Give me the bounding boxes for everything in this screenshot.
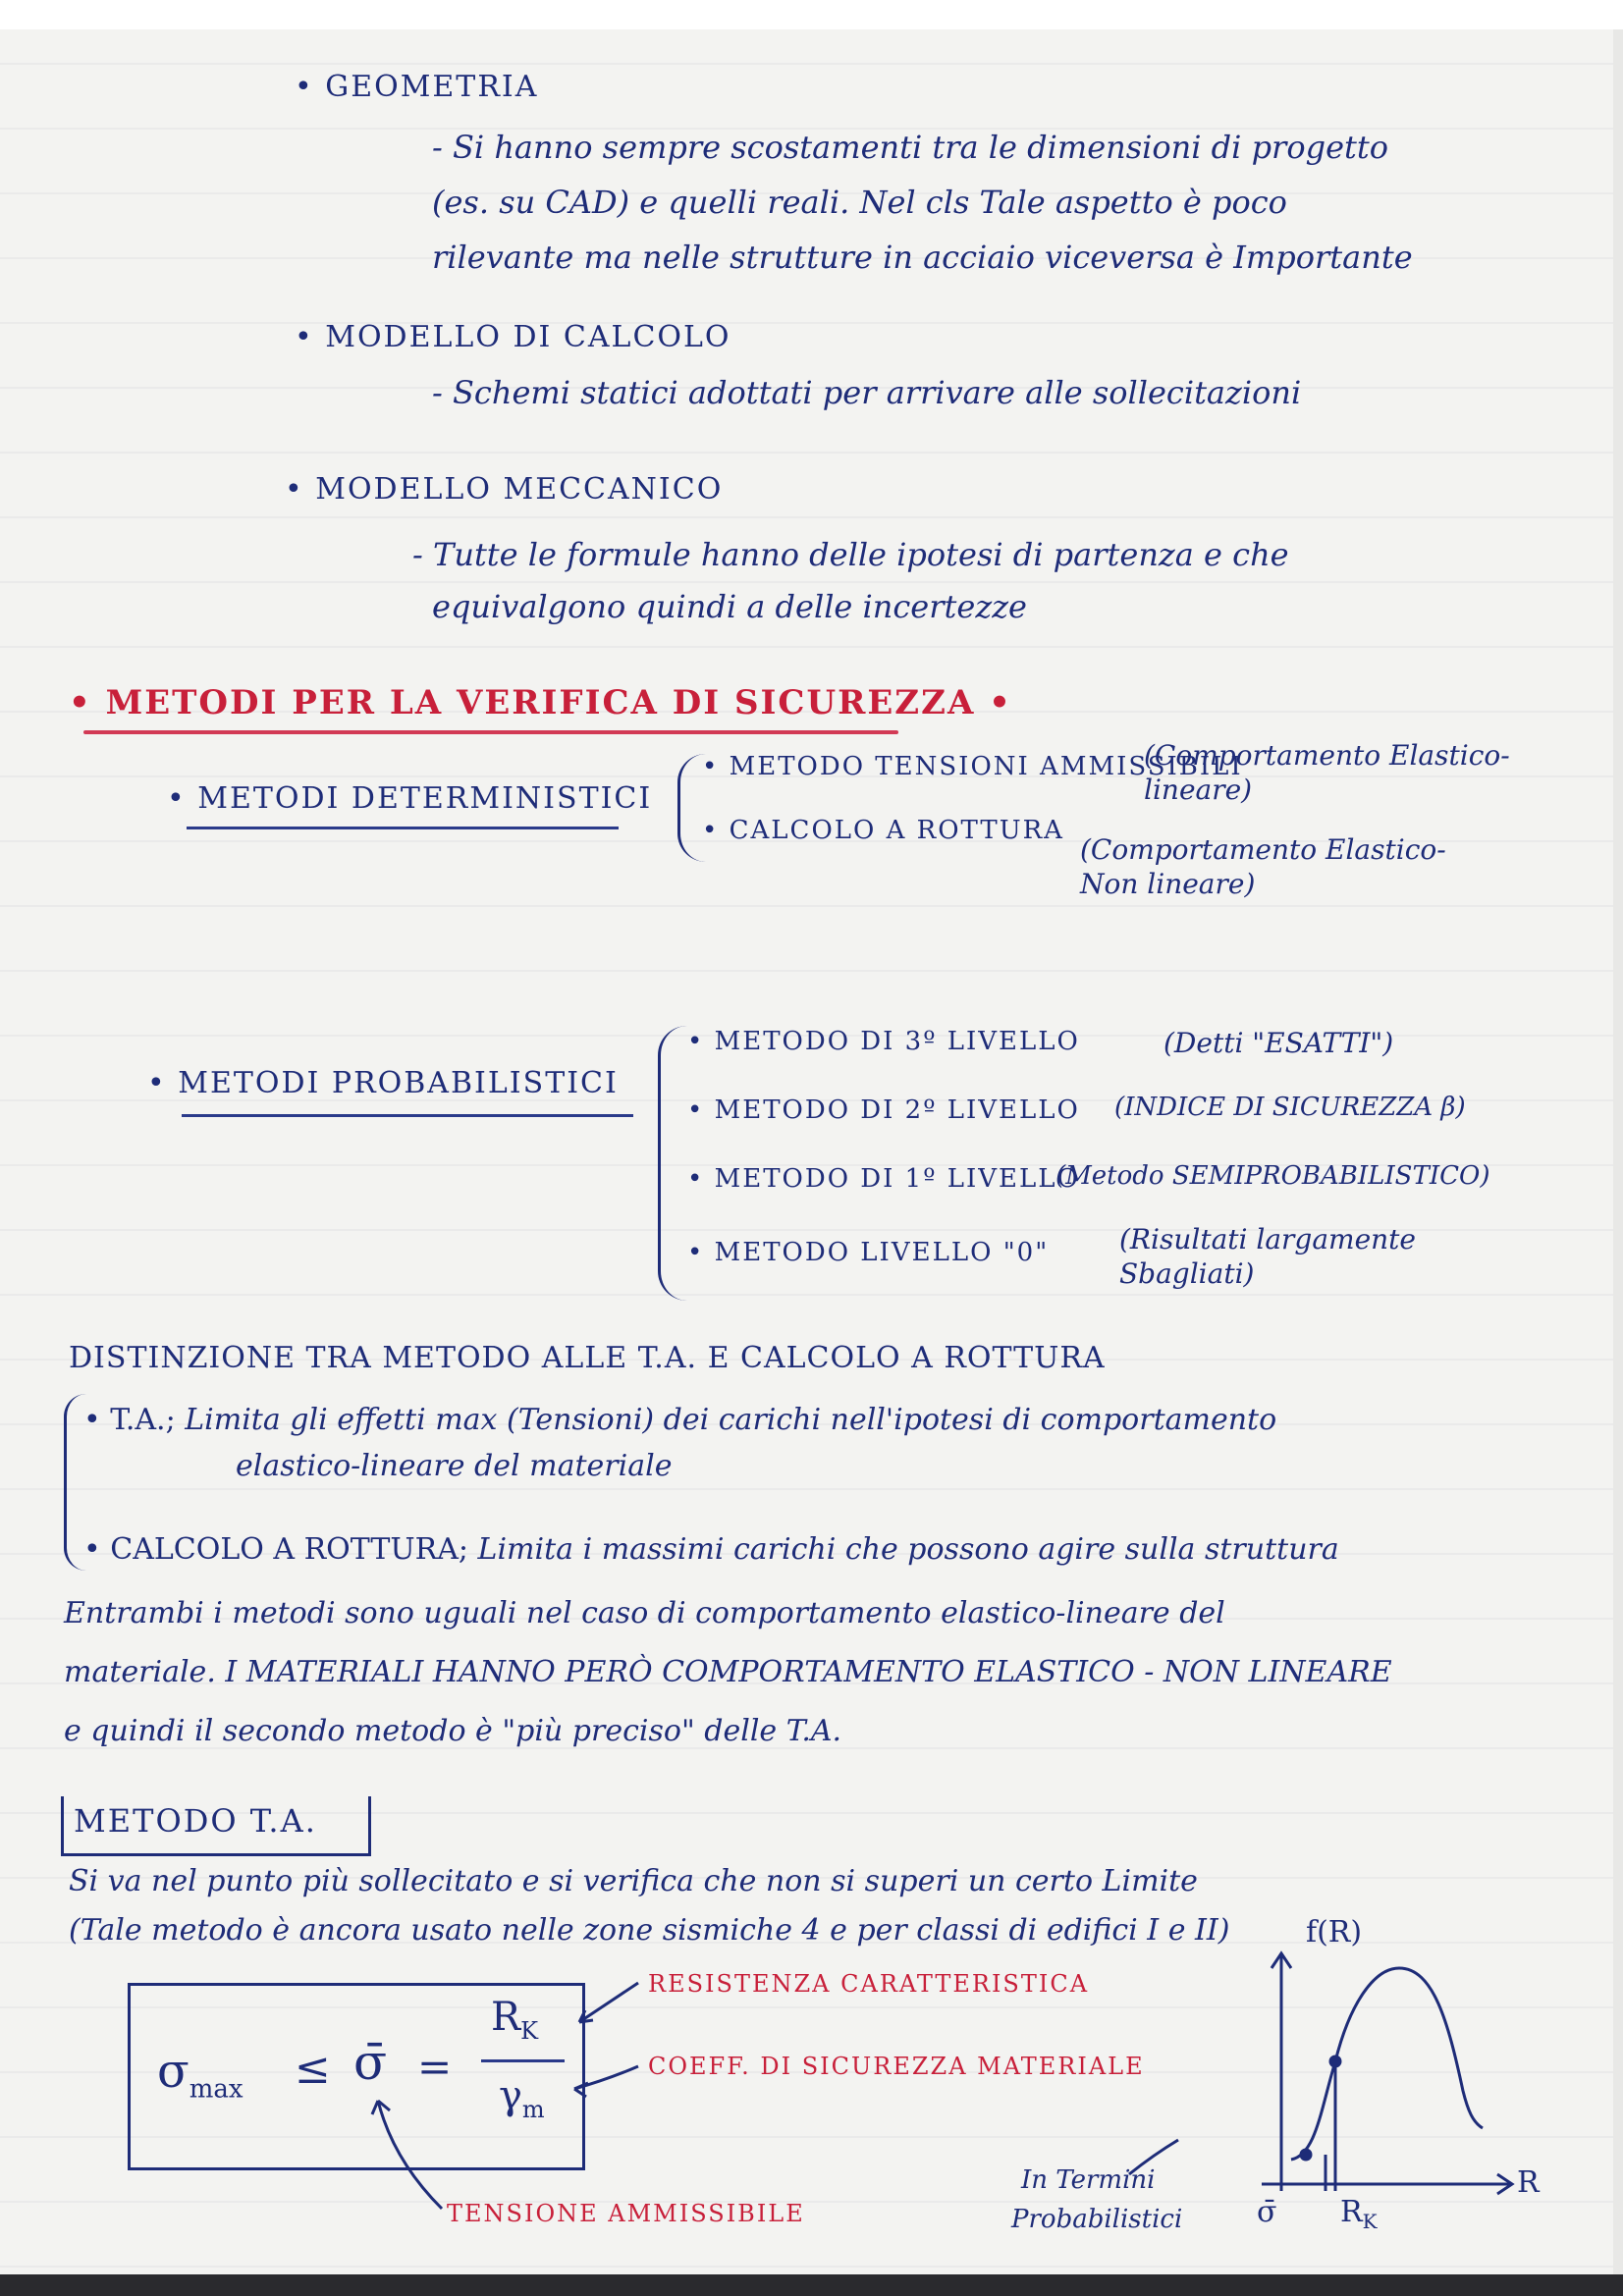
pdf-graph <box>1262 1953 1512 2194</box>
metodo-ta-title: METODO T.A. <box>74 1802 317 1840</box>
geometria-line-3: rilevante ma nelle strutture in acciaio viceversa è Importante <box>432 239 1413 276</box>
distinzione-title: DISTINZIONE TRA METODO ALLE T.A. E CALCOLO A ROTTURA <box>69 1341 1106 1375</box>
formula-gamma-m: $\gamma_m$ <box>499 2073 545 2123</box>
metodo-ta-line-1: Si va nel punto più sollecitato e si verifica che non si superi un certo Limite <box>69 1864 1198 1898</box>
probabilistici-item-3-note: (Metodo SEMIPROBABILISTICO) <box>1055 1161 1490 1191</box>
probabilistici-label: • METODI PROBABILISTICI <box>147 1066 619 1100</box>
distinzione-ta-line: • T.A.; Limita gli effetti max (Tensioni) dei carichi nell'ipotesi di comportamento <box>83 1403 1277 1437</box>
probabilistici-item-1: • METODO DI 3º LIVELLO <box>687 1027 1080 1056</box>
formula-le: ≤ <box>295 2044 331 2094</box>
deterministici-item-2: • CALCOLO A ROTTURA <box>702 816 1064 845</box>
metodi-title: • METODI PER LA VERIFICA DI SICUREZZA • <box>69 683 1012 722</box>
formula-eq: = <box>417 2043 453 2091</box>
distinzione-conclusion-1: Entrambi i metodi sono uguali nel caso di comportamento elastico-lineare del <box>64 1596 1225 1630</box>
distinzione-conclusion-2: materiale. I MATERIALI HANNO PERÒ COMPORTAMENTO ELASTICO - NON LINEARE <box>64 1655 1392 1689</box>
deterministici-item-1-note: (Comportamento Elastico-lineare) <box>1144 739 1510 806</box>
modello-calcolo-line-1: - Schemi statici adottati per arrivare alle sollecitazioni <box>432 374 1302 411</box>
geometria-line-2: (es. su CAD) e quelli reali. Nel cls Tale aspetto è poco <box>432 184 1287 221</box>
graph-rk-label: $R_K$ <box>1340 2195 1378 2233</box>
modello-meccanico-line-2: equivalgono quindi a delle incertezze <box>432 588 1027 625</box>
label-resistenza-caratteristica: RESISTENZA CARATTERISTICA <box>648 1970 1090 1998</box>
geometria-line-1: - Si hanno sempre scostamenti tra le dimensioni di progetto <box>432 129 1389 166</box>
distinzione-ta-label: T.A.; <box>110 1403 176 1437</box>
deterministici-item-1: • METODO TENSIONI AMMISSIBILI <box>702 752 1243 781</box>
distinzione-ta-text-1: Limita gli effetti max (Tensioni) dei carichi nell'ipotesi di comportamento <box>185 1403 1277 1437</box>
probabilistici-item-4-note: (Risultati largamente Sbagliati) <box>1119 1223 1416 1290</box>
graph-x-label: R <box>1517 2165 1540 2200</box>
probabilistici-item-2: • METODO DI 2º LIVELLO <box>687 1095 1080 1125</box>
deterministici-item-2-note: (Comportamento Elastico-Non lineare) <box>1080 833 1446 900</box>
modello-meccanico-heading: • MODELLO MECCANICO <box>285 472 724 507</box>
probabilistici-item-2-note: (INDICE DI SICUREZZA β) <box>1114 1093 1466 1122</box>
formula-sigma-bar: σ̄ <box>353 2034 388 2091</box>
distinzione-conclusion-3: e quindi il secondo metodo è "più preciso" delle T.A. <box>64 1714 842 1748</box>
arrow-resistenza <box>579 1983 638 2022</box>
arrow-probabilistici <box>1129 2140 1178 2174</box>
modello-meccanico-line-1: - Tutte le formule hanno delle ipotesi di partenza e che <box>412 536 1289 573</box>
probabilistici-item-4: • METODO LIVELLO "0" <box>687 1238 1050 1267</box>
distinzione-rottura-line: • CALCOLO A ROTTURA; Limita i massimi carichi che possono agire sulla struttura <box>83 1532 1339 1567</box>
label-coeff-sicurezza: COEFF. DI SICUREZZA MATERIALE <box>648 2053 1145 2080</box>
graph-curve <box>1291 1968 1483 2160</box>
metodo-ta-line-2: (Tale metodo è ancora usato nelle zone sismiche 4 e per classi di edifici I e II) <box>69 1913 1230 1948</box>
graph-y-label: f(R) <box>1306 1915 1363 1949</box>
distinzione-rottura-text: Limita i massimi carichi che possono agire sulla struttura <box>477 1532 1339 1567</box>
graph-sigma-label: σ̄ <box>1257 2195 1277 2229</box>
formula-sigma-max: $\sigma_{max}$ <box>157 2044 243 2105</box>
modello-calcolo-heading: • MODELLO DI CALCOLO <box>295 320 731 354</box>
label-probabilistici: Probabilistici <box>1011 2205 1183 2234</box>
deterministici-label: • METODI DETERMINISTICI <box>167 781 653 816</box>
arrow-tensione <box>378 2101 442 2209</box>
distinzione-ta-text-2: elastico-lineare del materiale <box>236 1449 673 1483</box>
distinzione-rottura-label: CALCOLO A ROTTURA; <box>110 1532 468 1567</box>
probabilistici-item-3: • METODO DI 1º LIVELLO <box>687 1164 1080 1194</box>
label-tensione-ammissibile: TENSIONE AMMISSIBILE <box>447 2200 805 2227</box>
label-in-termini: In Termini <box>1021 2165 1156 2195</box>
geometria-heading: • GEOMETRIA <box>295 70 539 104</box>
probabilistici-item-1-note: (Detti "ESATTI") <box>1163 1027 1394 1059</box>
formula-rk: $R_K$ <box>491 1995 539 2045</box>
